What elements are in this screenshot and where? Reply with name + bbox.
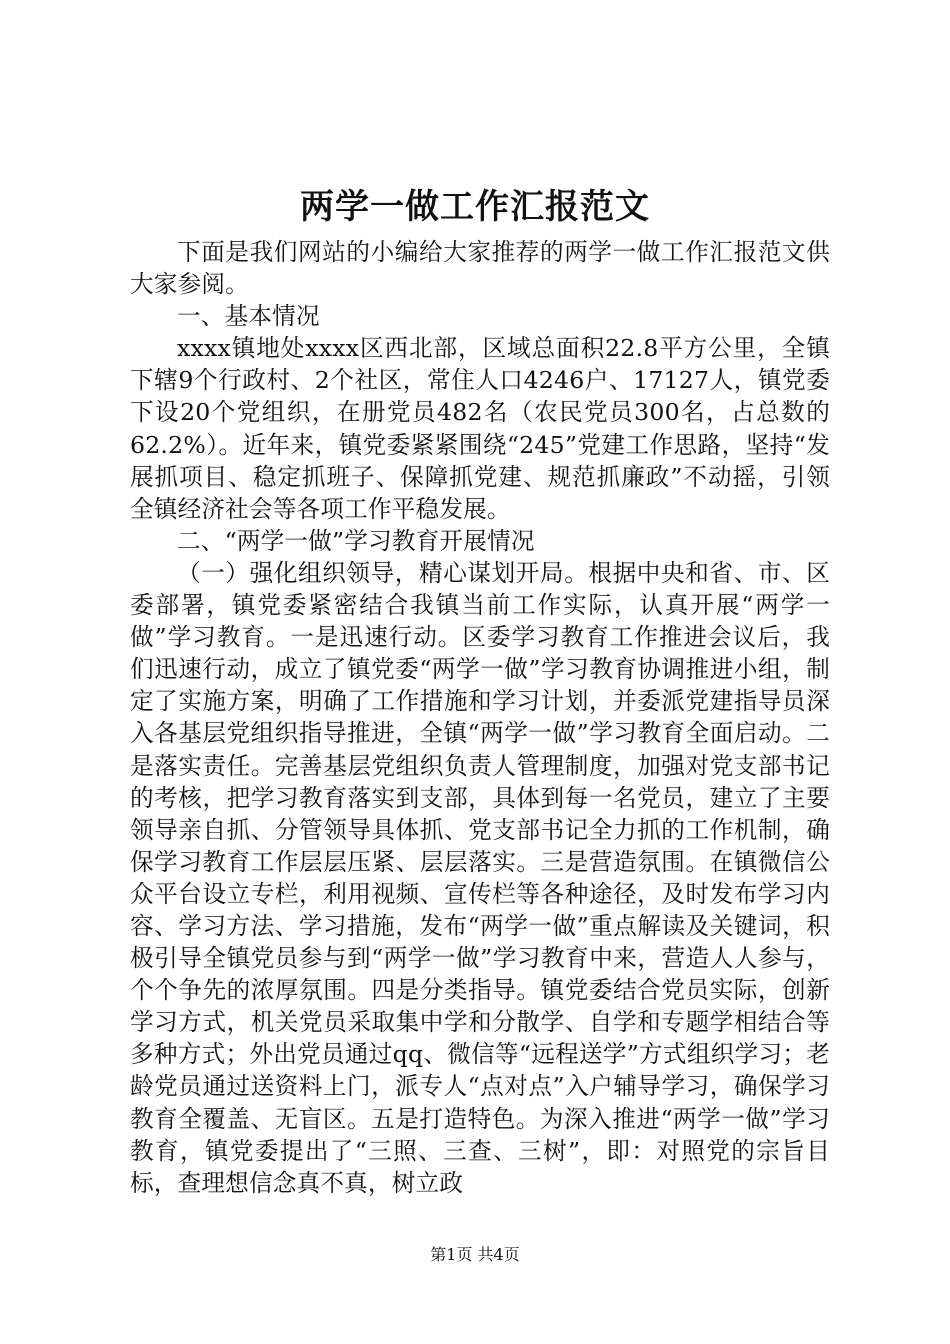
basic-situation-paragraph: xxxx镇地处xxxx区西北部，区域总面积22.8平方公里，全镇下辖9个行政村、2个社区，常住人口4246户、17127人，镇党委下设20个党组织，在册党员482名（农民党员300名，占总数的62.2%）。近年来，镇党委紧紧围绕“245”党建工作思路，坚持“发展抓项目、稳定抓班子、保障抓党建、规范抓廉政”不动摇，引领全镇经济社会等各项工作平稳发展。 [130,334,830,523]
section-heading-basic-situation: 一、基本情况 [177,302,320,331]
document-body [130,236,830,1199]
organization-leadership-paragraph: （一）强化组织领导，精心谋划开局。根据中央和省、市、区委部署，镇党委紧密结合我镇当前工作实际，认真开展“两学一做”学习教育。一是迅速行动。区委学习教育工作推进会议后，我们迅速行动，成立了镇党委“两学一做”学习教育协调推进小组，制定了实施方案，明确了工作措施和学习计划，并委派党建指导员深入各基层党组织指导推进，全镇“两学一做”学习教育全面启动。二是落实责任。完善基层党组织负责人管理制度，加强对党支部书记的考核，把学习教育落实到支部，具体到每一名党员，建立了主要领导亲自抓、分管领导具体抓、党支部书记全力抓的工作机制，确保学习教育工作层层压紧、层层落实。三是营造氛围。在镇微信公众平台设立专栏，利用视频、宣传栏等各种途径，及时发布学习内容、学习方法、学习措施，发布“两学一做”重点解读及关键词，积极引导全镇党员参与到“两学一做”学习教育中来，营造人人参与，个个争先的浓厚氛围。四是分类指导。镇党委结合党员实际，创新学习方式，机关党员采取集中学和分散学、自学和专题学相结合等多种方式；外出党员通过qq、微信等“远程送学”方式组织学习；老龄党员通过送资料上门，派专人“点对点”入户辅导学习，确保学习教育全覆盖、无盲区。五是打造特色。为深入推进“两学一做”学习教育，镇党委提出了“三照、三查、三树”，即：对照党的宗旨目标，查理想信念真不真，树立政 [130,558,830,1197]
page-title: 两学一做工作汇报范文 [300,187,650,227]
intro-paragraph: 下面是我们网站的小编给大家推荐的两学一做工作汇报范文供大家参阅。 [130,238,830,299]
section-heading-study-education: 二、“两学一做”学习教育开展情况 [177,526,535,555]
page-number-footer: 第1页 共4页 [430,1245,520,1264]
